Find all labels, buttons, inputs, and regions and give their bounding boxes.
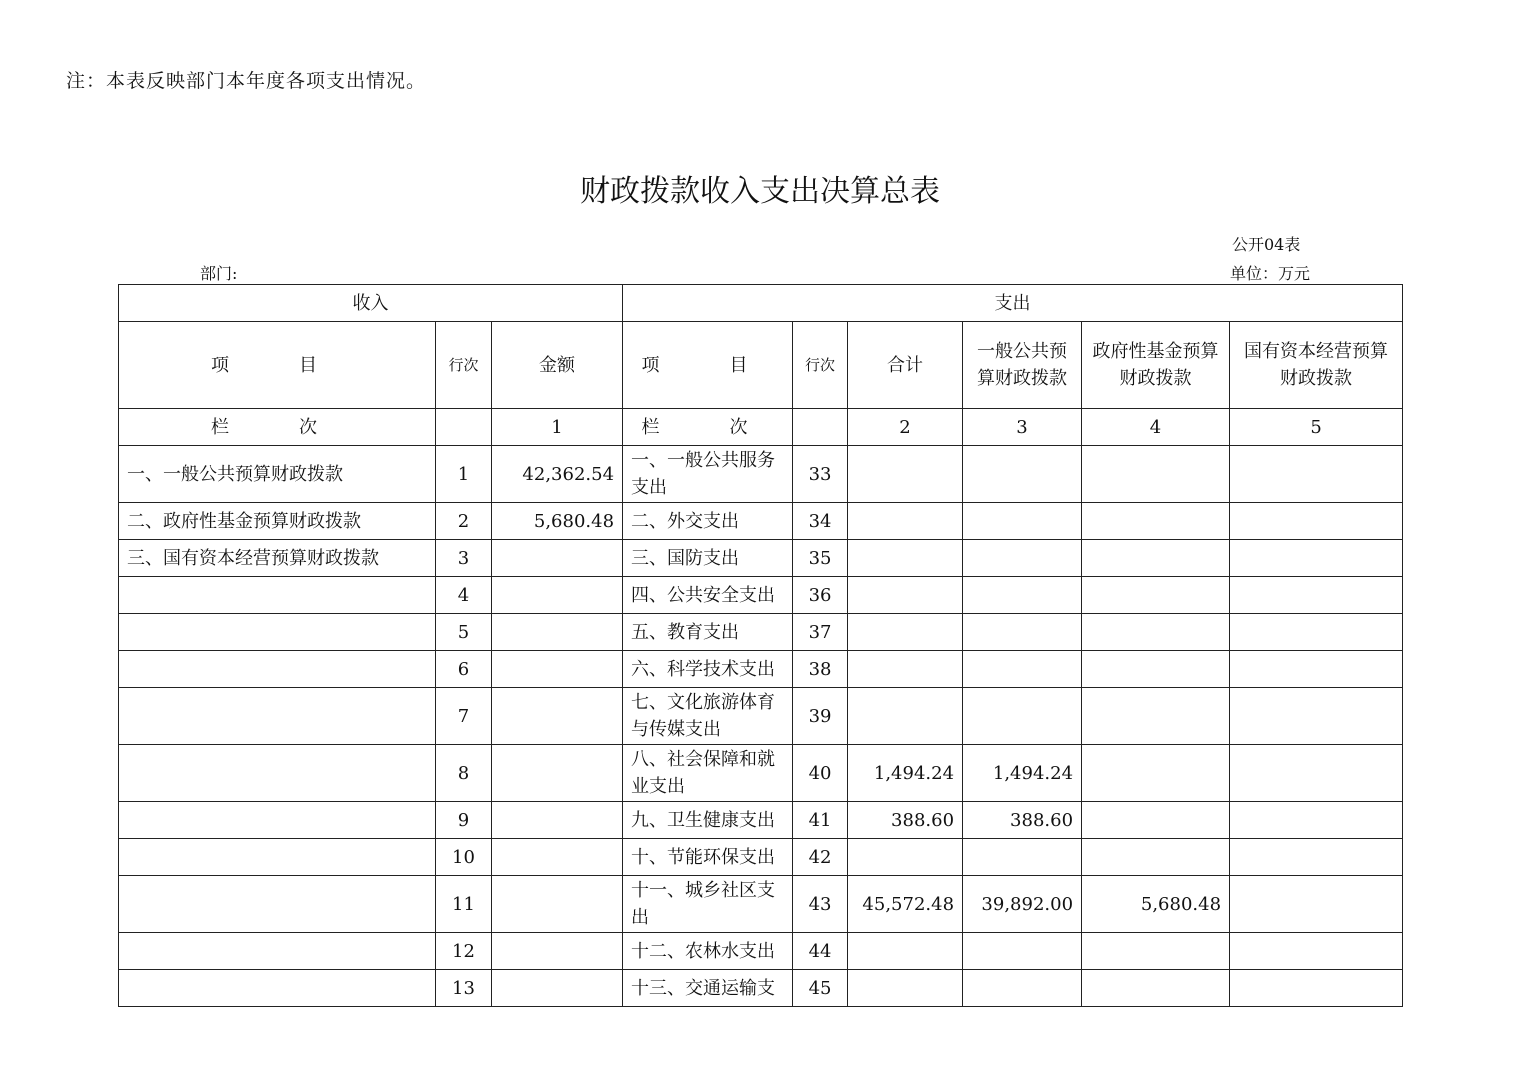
expense-row-no-cell: 38 [793,651,848,688]
general-budget-header: 一般公共预算财政拨款 [963,322,1082,409]
gov-fund-cell [1082,970,1230,1007]
income-row-no-cell: 9 [436,802,492,839]
income-amount-cell [492,933,623,970]
income-item-cell [119,970,436,1007]
expense-item-cell: 二、外交支出 [623,503,793,540]
table-row [119,503,1403,540]
income-row-no-cell: 10 [436,839,492,876]
income-header: 收入 [119,285,623,322]
state-capital-cell [1230,876,1403,933]
form-number: 公开04表 [1232,235,1301,254]
general-budget-cell [963,688,1082,745]
income-item-cell [119,802,436,839]
general-budget-cell [963,933,1082,970]
expense-item-cell: 三、国防支出 [623,540,793,577]
gov-fund-header: 政府性基金预算财政拨款 [1082,322,1230,409]
state-capital-cell [1230,446,1403,503]
state-capital-cell [1230,614,1403,651]
income-row-no-cell: 13 [436,970,492,1007]
general-budget-cell [963,503,1082,540]
income-item-cell [119,876,436,933]
income-amount-cell [492,688,623,745]
table-row [119,446,1403,503]
income-item-cell [119,745,436,802]
table-row [119,651,1403,688]
income-row-no-header: 行次 [436,322,492,409]
gov-fund-cell [1082,688,1230,745]
state-capital-cell [1230,839,1403,876]
expense-row-no-cell: 40 [793,745,848,802]
general-budget-cell [963,839,1082,876]
income-item-cell [119,933,436,970]
table-row [119,688,1403,745]
department-label: 部门: [200,264,238,283]
state-capital-cell [1230,933,1403,970]
gov-fund-cell [1082,802,1230,839]
unit-label: 单位：万元 [1230,264,1311,283]
expense-item-cell: 十、节能环保支出 [623,839,793,876]
expense-row-no-cell: 43 [793,876,848,933]
table-row [119,802,1403,839]
expense-item-cell: 九、卫生健康支出 [623,802,793,839]
income-amount-cell: 5,680.48 [492,503,623,540]
income-item-cell [119,839,436,876]
income-item-cell [119,577,436,614]
expense-item-cell: 十一、城乡社区支出 [623,876,793,933]
state-capital-cell [1230,688,1403,745]
state-capital-cell [1230,540,1403,577]
expense-item-cell: 一、一般公共服务支出 [623,446,793,503]
total-cell [848,503,963,540]
income-row-no-cell: 12 [436,933,492,970]
total-cell [848,540,963,577]
expense-header: 支出 [623,285,1403,322]
expense-row-no-cell: 34 [793,503,848,540]
empty-cell [793,409,848,446]
expense-item-cell: 六、科学技术支出 [623,651,793,688]
col-no-4: 4 [1082,409,1230,446]
income-item-cell [119,614,436,651]
total-cell [848,614,963,651]
expense-item-cell: 八、社会保障和就业支出 [623,745,793,802]
total-cell: 45,572.48 [848,876,963,933]
state-capital-cell [1230,651,1403,688]
general-budget-cell [963,970,1082,1007]
page-title: 财政拨款收入支出决算总表 [580,174,940,209]
gov-fund-cell [1082,446,1230,503]
income-column-no-label: 栏 次 [119,409,436,446]
table-row [119,970,1403,1007]
col-no-5: 5 [1230,409,1403,446]
general-budget-cell [963,577,1082,614]
income-amount-cell [492,614,623,651]
state-capital-cell [1230,745,1403,802]
general-budget-cell: 388.60 [963,802,1082,839]
income-row-no-cell: 2 [436,503,492,540]
general-budget-cell [963,614,1082,651]
expense-row-no-cell: 37 [793,614,848,651]
gov-fund-cell [1082,577,1230,614]
income-row-no-cell: 5 [436,614,492,651]
gov-fund-cell [1082,933,1230,970]
income-row-no-cell: 4 [436,577,492,614]
gov-fund-cell [1082,651,1230,688]
table-row [119,745,1403,802]
expense-row-no-cell: 44 [793,933,848,970]
total-cell: 388.60 [848,802,963,839]
state-capital-cell [1230,802,1403,839]
income-row-no-cell: 7 [436,688,492,745]
general-budget-cell [963,540,1082,577]
income-item-header: 项 目 [119,322,436,409]
col-no-1: 1 [492,409,623,446]
total-cell [848,651,963,688]
expense-row-no-cell: 42 [793,839,848,876]
state-capital-cell [1230,503,1403,540]
income-row-no-cell: 8 [436,745,492,802]
total-cell [848,839,963,876]
income-item-cell: 二、政府性基金预算财政拨款 [119,503,436,540]
gov-fund-cell: 5,680.48 [1082,876,1230,933]
table-row [119,839,1403,876]
income-amount-cell [492,839,623,876]
gov-fund-cell [1082,503,1230,540]
income-amount-cell [492,802,623,839]
total-header: 合计 [848,322,963,409]
income-item-cell: 三、国有资本经营预算财政拨款 [119,540,436,577]
table-row [119,876,1403,933]
income-item-cell: 一、一般公共预算财政拨款 [119,446,436,503]
income-item-cell [119,651,436,688]
gov-fund-cell [1082,745,1230,802]
state-capital-cell [1230,577,1403,614]
expense-item-cell: 五、教育支出 [623,614,793,651]
empty-cell [436,409,492,446]
gov-fund-cell [1082,839,1230,876]
general-budget-cell [963,651,1082,688]
table-row [119,933,1403,970]
table-row [119,614,1403,651]
total-cell [848,970,963,1007]
income-amount-cell [492,577,623,614]
expense-column-no-label: 栏 次 [623,409,793,446]
expense-row-no-cell: 33 [793,446,848,503]
expense-row-no-cell: 36 [793,577,848,614]
expense-row-no-cell: 35 [793,540,848,577]
total-cell: 1,494.24 [848,745,963,802]
table-row [119,577,1403,614]
state-capital-header: 国有资本经营预算财政拨款 [1230,322,1403,409]
general-budget-cell: 1,494.24 [963,745,1082,802]
total-cell [848,446,963,503]
expense-item-cell: 四、公共安全支出 [623,577,793,614]
expense-item-cell: 十二、农林水支出 [623,933,793,970]
amount-header: 金额 [492,322,623,409]
income-amount-cell: 42,362.54 [492,446,623,503]
income-row-no-cell: 1 [436,446,492,503]
gov-fund-cell [1082,540,1230,577]
general-budget-cell: 39,892.00 [963,876,1082,933]
total-cell [848,577,963,614]
expense-item-cell: 七、文化旅游体育与传媒支出 [623,688,793,745]
income-amount-cell [492,745,623,802]
table-row [119,540,1403,577]
general-budget-cell [963,446,1082,503]
expense-row-no-cell: 39 [793,688,848,745]
total-cell [848,688,963,745]
gov-fund-cell [1082,614,1230,651]
expense-item-header: 项 目 [623,322,793,409]
expense-row-no-header: 行次 [793,322,848,409]
fiscal-summary-table [118,284,1403,1007]
income-row-no-cell: 6 [436,651,492,688]
expense-row-no-cell: 41 [793,802,848,839]
income-amount-cell [492,651,623,688]
income-item-cell [119,688,436,745]
table-note: 注：本表反映部门本年度各项支出情况。 [66,70,427,92]
total-cell [848,933,963,970]
col-no-3: 3 [963,409,1082,446]
income-amount-cell [492,540,623,577]
income-row-no-cell: 3 [436,540,492,577]
expense-row-no-cell: 45 [793,970,848,1007]
col-no-2: 2 [848,409,963,446]
state-capital-cell [1230,970,1403,1007]
income-amount-cell [492,970,623,1007]
income-amount-cell [492,876,623,933]
expense-item-cell: 十三、交通运输支 [623,970,793,1007]
income-row-no-cell: 11 [436,876,492,933]
